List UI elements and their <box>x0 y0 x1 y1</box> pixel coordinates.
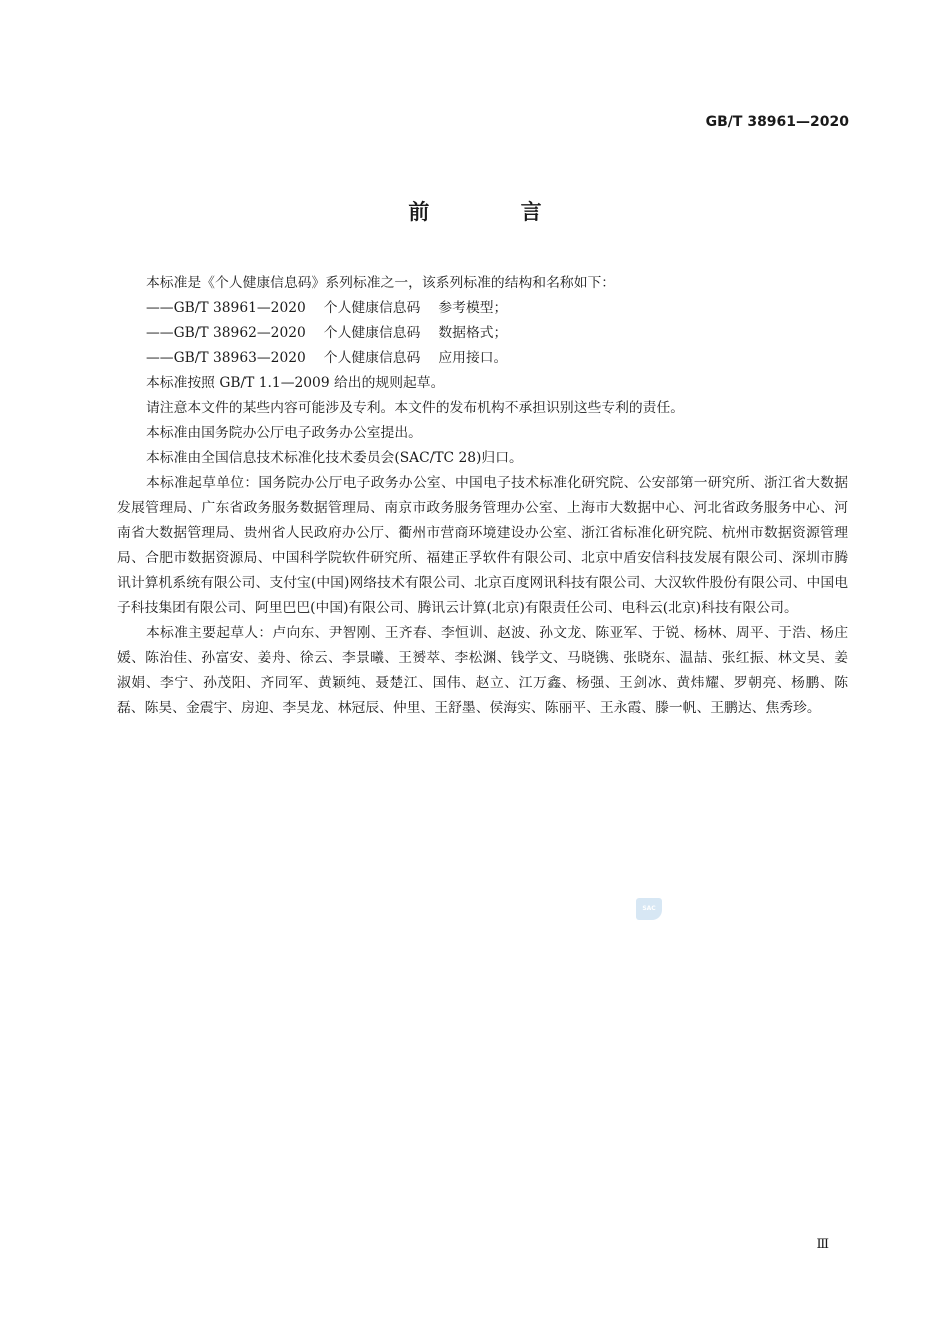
series-item-2 <box>117 321 848 346</box>
series-part: 数据格式； <box>438 325 508 341</box>
drafting-units-paragraph: 本标准起草单位：国务院办公厅电子政务办公室、中国电子技术标准化研究院、公安部第一研究所、浙江省大数据发展管理局、广东省政务服务数据管理局、南京市政务服务管理办公室、上海市大数据中心、河北省政务服务中心、河南省大数据管理局、贵州省人民政府办公厅、衢州市营商环境建设办公室、浙江省标准化研究院、杭州市数据资源管理局、合肥市数据资源局、中国科学院软件研究所、福建正孚软件有限公司、北京中盾安信科技发展有限公司、深圳市腾讯计算机系统有限公司、支付宝(中国)网络技术有限公司、北京百度网讯科技有限公司、大汉软件股份有限公司、中国电子科技集团有限公司、阿里巴巴(中国)有限公司、腾讯云计算(北京)有限责任公司、电科云(北京)科技有限公司。 <box>117 475 848 616</box>
series-part: 参考模型； <box>438 300 508 316</box>
drafters-paragraph: 本标准主要起草人：卢向东、尹智刚、王齐春、李恒训、赵波、孙文龙、陈亚军、于锐、杨林、周平、于浩、杨庄媛、陈治佳、孙富安、姜舟、徐云、李景曦、王赟萃、李松渊、钱学文、马晓镌、张晓东、温喆、张红振、林文昊、姜淑娟、李宁、孙茂阳、齐同军、黄颖纯、聂楚江、国伟、赵立、江万鑫、杨强、王剑冰、黄炜耀、罗朝亮、杨鹏、陈磊、陈昊、金震宇、房迎、李昊龙、林冠辰、仲里、王舒墨、侯海实、陈丽平、王永霞、滕一帆、王鹏达、焦秀珍。 <box>117 625 848 716</box>
page-title: 前 言 <box>408 200 584 224</box>
managed-by-paragraph: 本标准由全国信息技术标准化技术委员会(SAC/TC 28)归口。 <box>146 450 523 466</box>
series-item-1 <box>117 296 848 321</box>
series-name: 个人健康信息码 <box>323 325 421 341</box>
series-part: 应用接口。 <box>438 350 508 366</box>
standard-code: GB/T 38961—2020 <box>705 114 849 130</box>
series-code: ——GB/T 38963—2020 <box>146 350 306 366</box>
document-body <box>117 271 848 721</box>
series-code: ——GB/T 38961—2020 <box>146 300 306 316</box>
patent-notice-paragraph: 请注意本文件的某些内容可能涉及专利。本文件的发布机构不承担识别这些专利的责任。 <box>146 400 685 416</box>
proposed-by-paragraph: 本标准由国务院办公厅电子政务办公室提出。 <box>146 425 422 441</box>
intro-paragraph: 本标准是《个人健康信息码》系列标准之一，该系列标准的结构和名称如下： <box>146 275 616 291</box>
series-item-3 <box>117 346 848 371</box>
sac-watermark-logo: SAC <box>636 898 662 920</box>
series-code: ——GB/T 38962—2020 <box>146 325 306 341</box>
series-name: 个人健康信息码 <box>323 300 421 316</box>
page-number: Ⅲ <box>816 1237 829 1252</box>
series-name: 个人健康信息码 <box>323 350 421 366</box>
drafting-rules-paragraph: 本标准按照 GB/T 1.1—2009 给出的规则起草。 <box>146 375 445 391</box>
